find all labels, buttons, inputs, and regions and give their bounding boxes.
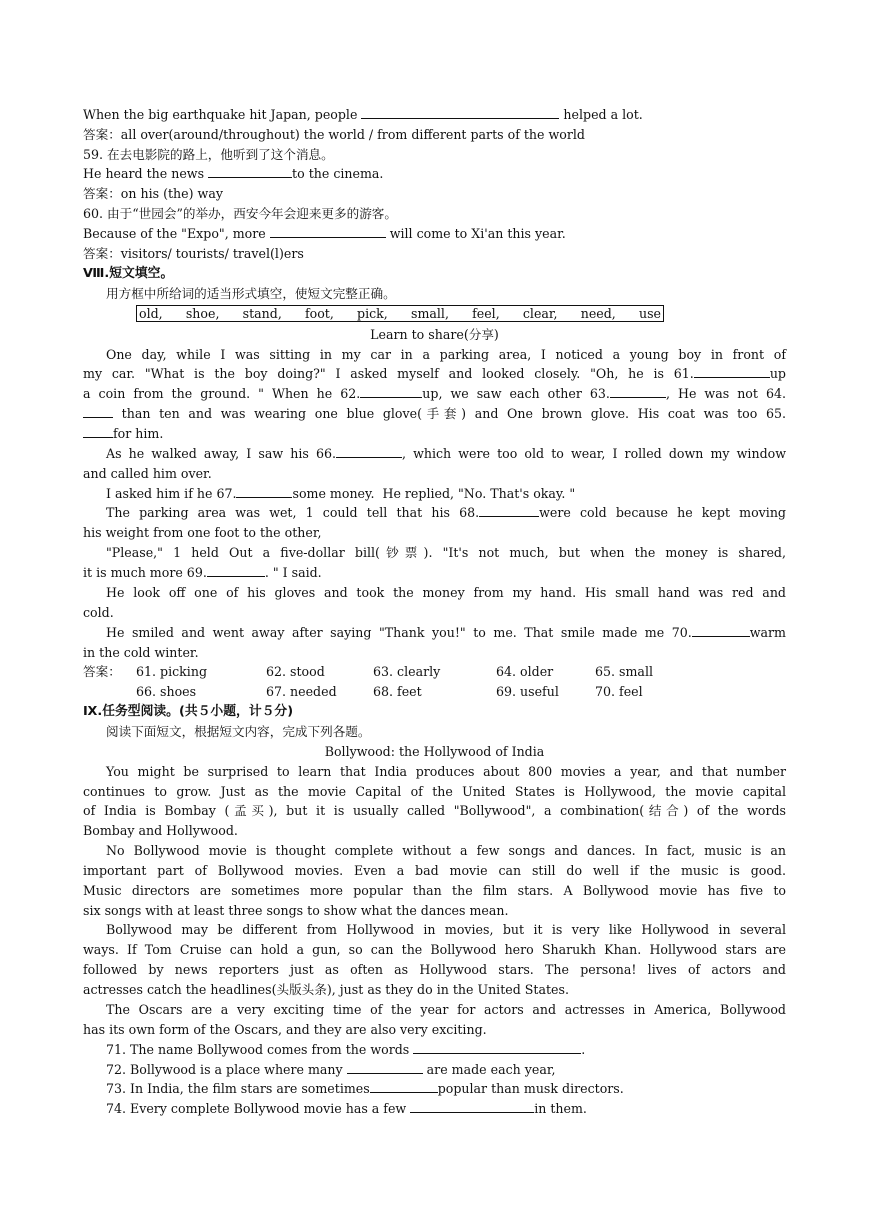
q59-blank[interactable]: [208, 164, 292, 178]
q59-sentence: [83, 164, 786, 184]
s9-p3-line1: Bollywood may be different from Hollywood in movies, but it is very like Hollywood in several: [106, 922, 786, 937]
s8-text: up: [769, 366, 786, 381]
s8-text: than ten and was wearing one blue glove(手套) and One brown glove. His coat was too 65.: [113, 406, 786, 421]
q59-answer: 答案：on his (the) way: [83, 186, 223, 201]
section9-instruction: 阅读下面短文，根据短文内容，完成下列各题。: [106, 724, 371, 739]
s8-p3: [106, 484, 786, 504]
q60-prompt: 60. 由于“世园会”的举办，西安今年会迎来更多的游客。: [83, 206, 397, 221]
blank-63[interactable]: [610, 384, 666, 398]
s8-p2-line1: [106, 444, 786, 464]
s8-text: for him.: [113, 426, 164, 441]
q60-answer: 答案：visitors/ tourists/ travel(l)ers: [83, 246, 304, 261]
q58-answer: 答案：all over(around/throughout) the world / from different parts of the world: [83, 127, 585, 142]
s8-text: As he walked away, I saw his 66.: [106, 446, 336, 461]
s8-text: up, we saw each other 63.: [422, 386, 610, 401]
blank-70[interactable]: [692, 623, 750, 637]
s8-p4-line1: [106, 503, 786, 523]
s9-p2-line4: six songs with at least three songs to show what the dances mean.: [83, 903, 509, 918]
answer-70: 70. feel: [595, 684, 643, 699]
q-text: 74. Every complete Bollywood movie has a few: [106, 1101, 411, 1116]
blank-69[interactable]: [207, 563, 265, 577]
q-text: in them.: [534, 1101, 587, 1116]
s8-text: The parking area was wet, 1 could tell that his 68.: [106, 505, 480, 520]
q60-text-a: Because of the "Expo", more: [83, 226, 270, 241]
s8-text: . " I said.: [264, 565, 322, 580]
s9-p1-line3: of India is Bombay (孟买), but it is usually called "Bollywood", a combination(结合) of the words: [83, 803, 786, 818]
blank-73[interactable]: [370, 1079, 438, 1093]
blank-71[interactable]: [413, 1040, 581, 1054]
q58-text-b: helped a lot.: [559, 107, 643, 122]
section8-instruction: 用方框中所给词的适当形式填空，使短文完整正确。: [106, 286, 396, 301]
answer-62: 62. stood: [266, 664, 325, 679]
s8-p1-line3: [83, 384, 786, 404]
section8-heading: Ⅷ.短文填空。: [83, 266, 174, 281]
answer-63: 63. clearly: [373, 664, 441, 679]
answer-66: 66. shoes: [136, 684, 197, 699]
q-text: popular than musk directors.: [437, 1081, 624, 1096]
s9-p4-line2: has its own form of the Oscars, and they are also very exciting.: [83, 1022, 487, 1037]
s9-p1-line4: Bombay and Hollywood.: [83, 823, 238, 838]
answer-61: 61. picking: [136, 664, 208, 679]
question-72: [106, 1060, 786, 1080]
s8-text: my car. "What is the boy doing?" I asked myself and looked closely. "Oh, he is 61.: [83, 366, 694, 381]
s8-p1-line5: [83, 424, 786, 444]
section9-title: Bollywood: the Hollywood of India: [324, 744, 545, 759]
q59-text-b: to the cinema.: [292, 166, 384, 181]
s8-text: warm: [749, 625, 786, 640]
s9-p3-line3: followed by news reporters just as often as Hollywood stars. The persona! lives of actors and: [83, 962, 786, 977]
s8-p6-line1: He look off one of his gloves and took the money from my hand. His small hand was red and: [106, 585, 786, 600]
s8-p7-line2: in the cold winter.: [83, 645, 199, 660]
q-text: .: [581, 1042, 586, 1057]
section8-title: Learn to share(分享): [370, 327, 499, 342]
q59-prompt: 59. 在去电影院的路上，他听到了这个消息。: [83, 147, 334, 162]
s8-p1-line4: [83, 404, 786, 424]
s9-p1-line1: You might be surprised to learn that India produces about 800 movies a year, and that number: [106, 764, 786, 779]
q58-sentence: [83, 105, 786, 125]
s8-text: a coin from the ground. " When he 62.: [83, 386, 361, 401]
s9-p2-line3: Music directors are sometimes more popular than the film stars. A Bollywood movie has five to: [83, 883, 786, 898]
s9-p2-line1: No Bollywood movie is thought complete without a few songs and dances. In fact, music is an: [106, 843, 786, 858]
s8-p5-line2: [83, 563, 786, 583]
s9-p1-line2: continues to grow. Just as the movie Capital of the United States is Hollywood, the movie capital: [83, 784, 786, 799]
blank-65[interactable]: [83, 424, 113, 438]
answers-label: 答案：: [83, 664, 121, 679]
question-71: [106, 1040, 786, 1060]
s8-text: , which were too old to wear, I rolled down my window: [401, 446, 786, 461]
blank-64[interactable]: [83, 404, 113, 418]
blank-74[interactable]: [410, 1099, 534, 1113]
q60-text-b: will come to Xi'an this year.: [385, 226, 566, 241]
s8-p4-line2: his weight from one foot to the other,: [83, 525, 322, 540]
blank-61[interactable]: [694, 364, 770, 378]
blank-72[interactable]: [347, 1060, 423, 1074]
answer-69: 69. useful: [496, 684, 559, 699]
s9-p4-line1: The Oscars are a very exciting time of the year for actors and actresses in America, Bollywood: [106, 1002, 786, 1017]
answer-65: 65. small: [595, 664, 654, 679]
q60-blank[interactable]: [270, 224, 386, 238]
s8-text: it is much more 69.: [83, 565, 207, 580]
answer-64: 64. older: [496, 664, 554, 679]
word-box: old, shoe, stand, foot, pick, small, feel, clear, need, use: [136, 305, 664, 322]
q-text: are made each year,: [422, 1062, 556, 1077]
q58-text-a: When the big earthquake hit Japan, people: [83, 107, 362, 122]
s9-p3-line4: actresses catch the headlines(头版头条), just as they do in the United States.: [83, 982, 569, 997]
s8-p7-line1: [106, 623, 786, 643]
section9-heading: Ⅸ.任务型阅读。(共５小题，计５分): [83, 704, 294, 719]
s9-p3-line2: ways. If Tom Cruise can hold a gun, so can the Bollywood hero Sharukh Khan. Hollywood stars are: [83, 942, 786, 957]
question-73: [106, 1079, 786, 1099]
s8-p1-line2: [83, 364, 786, 384]
s8-text: I asked him if he 67.: [106, 486, 237, 501]
s8-p5-line1: "Please," 1 held Out a five-dollar bill(钞票). "It's not much, but when the money is shared,: [106, 545, 786, 560]
q59-text-a: He heard the news: [83, 166, 209, 181]
s8-text: He smiled and went away after saying "Thank you!" to me. That smile made me 70.: [106, 625, 692, 640]
question-74: [106, 1099, 786, 1119]
q-text: 72. Bollywood is a place where many: [106, 1062, 347, 1077]
s8-p1-line1: One day, while I was sitting in my car in a parking area, I noticed a young boy in front of: [106, 347, 786, 362]
blank-66[interactable]: [336, 444, 402, 458]
s8-p2-line2: and called him over.: [83, 466, 212, 481]
blank-62[interactable]: [360, 384, 422, 398]
blank-67[interactable]: [236, 484, 292, 498]
answer-68: 68. feet: [373, 684, 422, 699]
q60-sentence: [83, 224, 786, 244]
answer-67: 67. needed: [266, 684, 337, 699]
s8-text: , He was not 64.: [665, 386, 787, 401]
s8-p6-line2: cold.: [83, 605, 114, 620]
blank-68[interactable]: [479, 503, 539, 517]
s8-text: were cold because he kept moving: [539, 505, 786, 520]
q-text: 73. In India, the film stars are sometimes: [106, 1081, 370, 1096]
s8-text: some money. He replied, "No. That's okay. ": [292, 486, 576, 501]
q-text: 71. The name Bollywood comes from the words: [106, 1042, 414, 1057]
s9-p2-line2: important part of Bollywood movies. Even a bad movie can still do well if the music is good.: [83, 863, 786, 878]
q58-blank[interactable]: [361, 105, 559, 119]
